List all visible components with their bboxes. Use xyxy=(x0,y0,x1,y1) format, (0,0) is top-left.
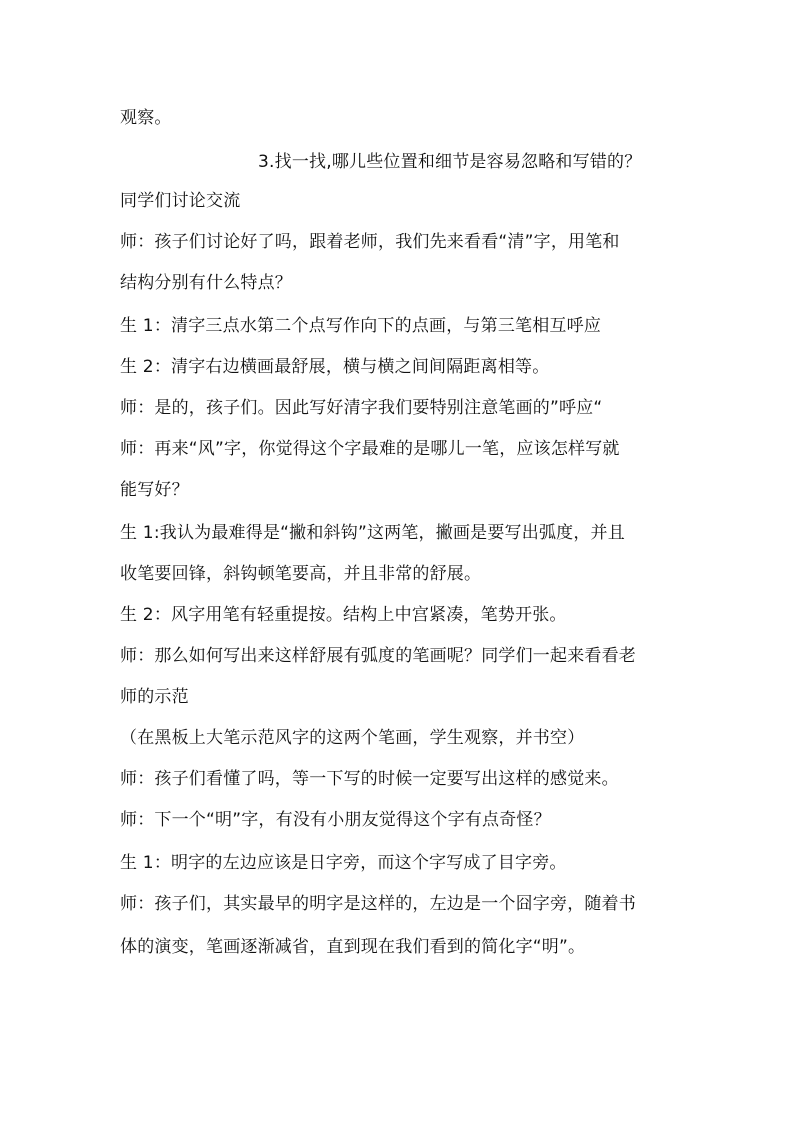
student-line: 生 2：清字右边横画最舒展，横与横之间间隔距离相等。 xyxy=(120,357,550,377)
text-line: 体的演变，笔画逐渐减省，直到现在我们看到的简化字“明”。 xyxy=(120,937,586,957)
student-line: 生 2：风字用笔有轻重提按。结构上中宫紧凑，笔势开张。 xyxy=(120,605,567,625)
text-line: 收笔要回锋，斜钩顿笔要高，并且非常的舒展。 xyxy=(120,564,482,584)
text-line: 观察。 xyxy=(120,108,172,128)
student-line: 生 1:我认为最难得是“撇和斜钩”这两笔，撇画是要写出弧度，并且 xyxy=(120,523,625,543)
section-heading: 3.找一找,哪儿些位置和细节是容易忽略和写错的？ xyxy=(258,152,642,172)
stage-direction: （在黑板上大笔示范风字的这两个笔画，学生观察，并书空） xyxy=(120,728,585,748)
teacher-line: 师：孩子们讨论好了吗，跟着老师，我们先来看看“清”字，用笔和 xyxy=(120,232,620,252)
teacher-line: 师：孩子们，其实最早的明字是这样的，左边是一个囧字旁，随着书 xyxy=(120,894,636,914)
text-line: 同学们讨论交流 xyxy=(120,191,241,211)
teacher-line: 师：那么如何写出来这样舒展有弧度的笔画呢？同学们一起来看看老 xyxy=(120,646,636,666)
teacher-line: 师：是的，孩子们。因此写好清字我们要特别注意笔画的”呼应“ xyxy=(120,398,603,418)
student-line: 生 1：清字三点水第二个点写作向下的点画，与第三笔相互呼应 xyxy=(120,316,602,336)
teacher-line: 师：孩子们看懂了吗，等一下写的时候一定要写出这样的感觉来。 xyxy=(120,769,619,789)
text-line: 结构分别有什么特点？ xyxy=(120,273,292,293)
text-line: 师的示范 xyxy=(120,687,189,707)
text-line: 能写好？ xyxy=(120,480,189,500)
teacher-line: 师：下一个“明”字，有没有小朋友觉得这个字有点奇怪？ xyxy=(120,810,551,830)
teacher-line: 师：再来“风”字，你觉得这个字最难的是哪儿一笔，应该怎样写就 xyxy=(120,439,620,459)
student-line: 生 1：明字的左边应该是日字旁，而这个字写成了目字旁。 xyxy=(120,853,567,873)
